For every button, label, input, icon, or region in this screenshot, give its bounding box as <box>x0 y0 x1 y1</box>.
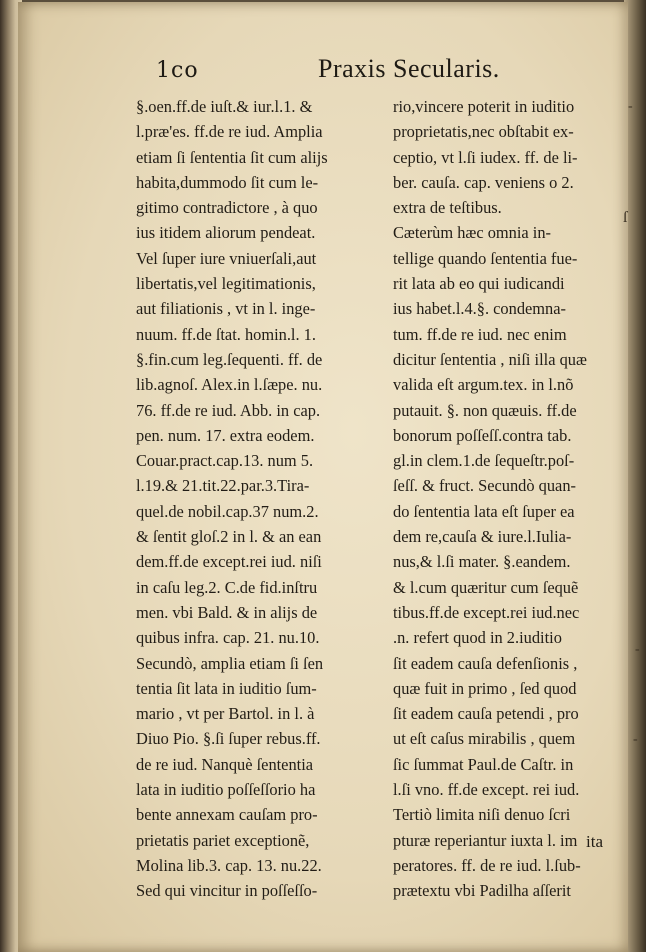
text-line: l.ſi vno. ff.de except. rei iud. <box>393 780 580 800</box>
text-line: Diuo Pio. §.ſi ſuper rebus.ff. <box>136 729 321 749</box>
text-line: men. vbi Bald. & in alijs de <box>136 602 318 622</box>
text-line: Couar.pract.cap.13. num 5. <box>136 451 314 471</box>
text-line: ius habet.l.4.§. condemna- <box>393 299 566 319</box>
text-line: Tertiò limita niſi denuo ſcri <box>393 805 571 825</box>
text-line: libertatis,vel legitimationis, <box>136 274 316 294</box>
text-line: pen. num. 17. extra eodem. <box>136 425 315 445</box>
text-line: Cæterùm hæc omnia in- <box>393 223 551 243</box>
text-line: bonorum poſſeſſ.contra tab. <box>393 425 572 445</box>
text-line: extra de teſtibus. <box>393 198 502 218</box>
margin-mark: - <box>635 642 640 657</box>
text-line: de re iud. Nanquè ſententia <box>136 754 314 774</box>
text-line: ut eſt caſus mirabilis , quem <box>393 729 576 749</box>
text-line: ſit eadem cauſa defenſionis , <box>393 653 578 673</box>
text-line: ſit eadem cauſa petendi , pro <box>393 704 579 724</box>
text-line: rio,vincere poterit in iuditio <box>393 97 575 116</box>
running-title: Praxis Secularis. <box>318 54 500 83</box>
text-line: nus,& l.ſi mater. §.eandem. <box>393 552 571 572</box>
book-page <box>18 2 640 952</box>
text-line: Molina lib.3. cap. 13. nu.22. <box>136 855 322 875</box>
text-line: aut filiationis , vt in l. inge- <box>136 299 316 319</box>
margin-mark: - <box>628 99 633 114</box>
text-line: l.præ'es. ff.de re iud. Amplia <box>136 122 323 142</box>
text-line: quæ fuit in primo , ſed quod <box>393 678 577 698</box>
text-line: ſic ſummat Paul.de Caſtr. in <box>393 754 574 774</box>
text-line: lib.agnoſ. Alex.in l.ſæpe. nu. <box>136 375 323 395</box>
text-line: pturæ reperiantur iuxta l. im <box>393 830 578 850</box>
text-line: .n. refert quod in 2.iuditio <box>393 628 562 648</box>
text-line: & l.cum quæritur cum ſequẽ <box>393 577 579 597</box>
text-line: ceptio, vt l.ſi iudex. ff. de li- <box>393 147 578 167</box>
page-number: 1co <box>156 58 199 83</box>
text-line: nuum. ff.de ſtat. homin.l. 1. <box>136 324 316 344</box>
text-line: §.fin.cum leg.ſequenti. ff. de <box>136 349 323 369</box>
text-line: ber. cauſa. cap. veniens o 2. <box>393 172 574 192</box>
text-line: & ſentit gloſ.2 in l. & an ean <box>136 527 322 547</box>
text-line: Vel ſuper iure vniuerſali,aut <box>136 248 317 268</box>
text-line: §.‍oen.ff.de iuſt.& iur.l.1. & <box>136 97 313 116</box>
right-column <box>373 94 621 904</box>
text-line: tellige quando ſententia fue- <box>393 248 578 268</box>
text-line: 76. ff.de re iud. Abb. in cap. <box>136 400 321 420</box>
text-line: lata in iuditio poſſeſſorio ha <box>136 780 316 800</box>
text-line: bente annexam cauſam pro- <box>136 805 318 825</box>
text-line: tibus.ff.de except.rei iud.nec <box>393 602 580 622</box>
text-line: gitimo contradictore , à quo <box>136 198 318 218</box>
text-line: in caſu leg.2. C.de fid.inſtru <box>136 577 318 597</box>
text-line: habita,dummodo ſit cum le- <box>136 172 319 192</box>
margin-mark: ſ <box>623 209 628 226</box>
text-line: peratores. ff. de re iud. l.ſub- <box>393 855 581 875</box>
text-line: gl.in clem.1.de ſequeſtr.poſ- <box>393 451 575 471</box>
text-line: prætextu vbi Padilha aſſerit <box>393 881 571 901</box>
text-line: putauit. §. non quæuis. ff.de <box>393 400 577 420</box>
text-line: Secundò, amplia etiam ſi ſen <box>136 653 324 673</box>
text-line: dicitur ſententia , niſi illa quæ <box>393 349 587 369</box>
text-line: dem.ff.de except.rei iud. niſi <box>136 552 322 572</box>
text-line: dem re,cauſa & iure.l.Iulia- <box>393 527 572 547</box>
page-header <box>18 54 628 90</box>
text-line: tum. ff.de re iud. nec enim <box>393 324 567 344</box>
text-line: Sed qui vincitur in poſſeſſo- <box>136 881 318 901</box>
catchword: ita <box>586 832 603 851</box>
text-line: etiam ſi ſententia ſit cum alijs <box>136 147 328 167</box>
text-line: valida eſt argum.tex. in l.nõ <box>393 375 574 395</box>
text-line: do ſententia lata eſt ſuper ea <box>393 501 575 521</box>
text-line: quel.de nobil.cap.37 num.2. <box>136 501 319 521</box>
text-line: ius itidem aliorum pendeat. <box>136 223 316 243</box>
left-column <box>136 94 386 904</box>
text-line: quibus infra. cap. 21. nu.10. <box>136 628 320 648</box>
text-line: mario , vt per Bartol. in l. à <box>136 704 315 724</box>
text-line: l.19.& 21.tit.22.par.3.Tira- <box>136 476 310 496</box>
margin-mark: - <box>633 732 638 747</box>
text-line: tentia ſit lata in iuditio ſum- <box>136 678 317 698</box>
text-line: prietatis pariet exceptionẽ, <box>136 830 310 850</box>
text-line: ſeſſ. & fruct. Secundò quan- <box>393 476 576 496</box>
text-line: rit lata ab eo qui iudicandi <box>393 274 565 294</box>
text-line: proprietatis,nec obſtabit ex- <box>393 122 574 142</box>
